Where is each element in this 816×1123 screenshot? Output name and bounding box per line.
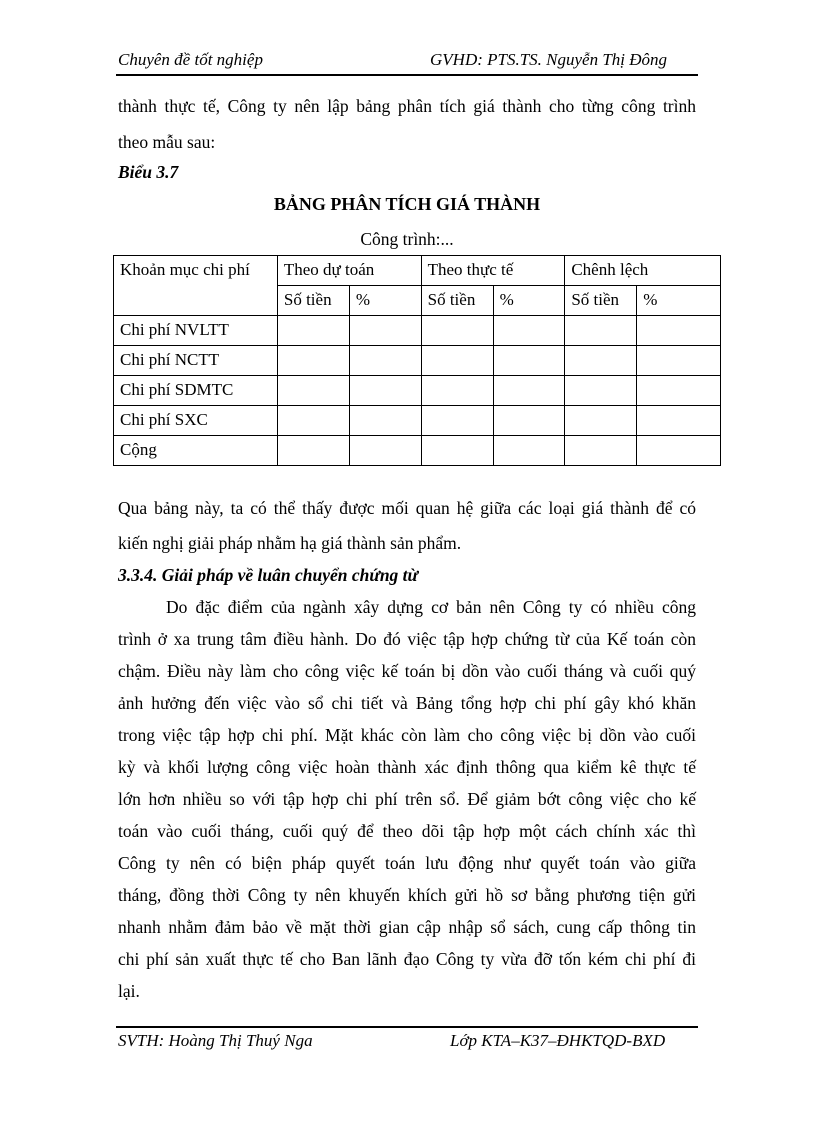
table-subtitle: Công trình:...: [360, 229, 454, 249]
table-cell: [565, 316, 637, 346]
paragraph-line: tháng, đồng thời Công ty nên khuyến khích gửi hồ sơ bằng phương tiện gửi: [118, 885, 696, 905]
table-cell: [421, 376, 493, 406]
header-cost-item: Khoản mục chi phí: [114, 256, 278, 316]
table-cell: [421, 406, 493, 436]
header-divider: [116, 74, 698, 76]
subheader-percent: %: [493, 286, 565, 316]
table-header-row: [114, 256, 721, 286]
table-row: [114, 406, 721, 436]
table-cell: [565, 436, 637, 466]
section-heading: 3.3.4. Giải pháp về luân chuyển chứng từ: [118, 565, 419, 585]
header-group-estimate: Theo dự toán: [277, 256, 421, 286]
table-row: [114, 316, 721, 346]
paragraph-line: chi phí sản xuất thực tế cho Ban lãnh đạo Công ty vừa đỡ tốn kém chi phí đi: [118, 949, 696, 969]
subheader-amount: Số tiền: [565, 286, 637, 316]
table-row: [114, 346, 721, 376]
paragraph-line: trình ở xa trung tâm điều hành. Do đó việc tập hợp chứng từ của Kế toán còn: [118, 629, 696, 649]
row-label: Chi phí NVLTT: [114, 316, 278, 346]
after-table-line-1: Qua bảng này, ta có thể thấy được mối quan hệ giữa các loại giá thành để có: [118, 498, 696, 518]
table-cell: [349, 376, 421, 406]
table-cell: [637, 346, 721, 376]
table-cell: [349, 316, 421, 346]
paragraph-line: Công ty nên có biện pháp quyết toán lưu động như quyết toán vào giữa: [118, 853, 696, 873]
table-cell: [493, 436, 565, 466]
subheader-percent: %: [349, 286, 421, 316]
paragraph-line: nhanh nhằm đảm bảo về mặt thời gian cập nhập sổ sách, cung cấp thông tin: [118, 917, 696, 937]
table-cell: [349, 346, 421, 376]
paragraph-line: ảnh hưởng đến việc vào sổ chi tiết và Bảng tổng hợp chi phí gây khó khăn: [118, 693, 696, 713]
table-cell: [565, 406, 637, 436]
cost-analysis-table: [113, 255, 721, 466]
paragraph-line: Do đặc điểm của ngành xây dựng cơ bản nên Công ty có nhiều công: [166, 597, 696, 617]
table-title: BẢNG PHÂN TÍCH GIÁ THÀNH: [273, 194, 541, 214]
footer-class: Lớp KTA–K37–ĐHKTQD-BXD: [450, 1031, 666, 1050]
header-group-actual: Theo thực tế: [421, 256, 565, 286]
table-cell: [277, 406, 349, 436]
table-cell: [637, 406, 721, 436]
subheader-amount: Số tiền: [421, 286, 493, 316]
paragraph-line: lớn hơn nhiều so với tập hợp chi phí trên sổ. Để giảm bớt công việc cho kế: [118, 789, 696, 809]
intro-line-1: thành thực tế, Công ty nên lập bảng phân tích giá thành cho từng công trình: [118, 96, 696, 116]
row-label: Chi phí SDMTC: [114, 376, 278, 406]
table-cell: [421, 436, 493, 466]
table-cell: [565, 376, 637, 406]
table-cell: [637, 376, 721, 406]
table-cell: [277, 436, 349, 466]
header-document-type: Chuyên đề tốt nghiệp: [118, 50, 263, 69]
table-cell: [493, 376, 565, 406]
table-total-row: [114, 436, 721, 466]
table-cell: [637, 316, 721, 346]
table-row: [114, 376, 721, 406]
table-cell: [421, 316, 493, 346]
table-cell: [421, 346, 493, 376]
paragraph-line: trong việc tập hợp chi phí. Mặt khác còn làm cho công việc bị dồn vào cuối: [118, 725, 696, 745]
header-group-difference: Chênh lệch: [565, 256, 721, 286]
row-label: Chi phí NCTT: [114, 346, 278, 376]
paragraph-line: toán vào cuối tháng, cuối quý để theo dõi tập hợp một cách chính xác thì: [118, 821, 696, 841]
after-table-line-2: kiến nghị giải pháp nhằm hạ giá thành sản phẩm.: [118, 533, 462, 553]
footer-divider: [116, 1026, 698, 1028]
paragraph-line: chậm. Điều này làm cho công việc kế toán bị dồn vào cuối tháng và cuối quý: [118, 661, 696, 681]
row-label: Cộng: [114, 436, 278, 466]
table-cell: [277, 376, 349, 406]
subheader-amount: Số tiền: [277, 286, 349, 316]
footer-student: SVTH: Hoàng Thị Thuý Nga: [118, 1031, 313, 1050]
table-cell: [493, 316, 565, 346]
row-label: Chi phí SXC: [114, 406, 278, 436]
form-label: Biểu 3.7: [118, 162, 179, 182]
table-cell: [565, 346, 637, 376]
table-cell: [493, 406, 565, 436]
table-cell: [349, 406, 421, 436]
table-cell: [277, 316, 349, 346]
table-cell: [637, 436, 721, 466]
table-cell: [277, 346, 349, 376]
table-cell: [349, 436, 421, 466]
paragraph-line: kỳ và khối lượng công việc hoàn thành xác định thông qua kiểm kê thực tế: [118, 757, 696, 777]
table-cell: [493, 346, 565, 376]
intro-line-2: theo mẫu sau:: [118, 132, 216, 152]
header-supervisor: GVHD: PTS.TS. Nguyễn Thị Đông: [430, 50, 668, 69]
paragraph-line: lại.: [118, 981, 140, 1001]
subheader-percent: %: [637, 286, 721, 316]
